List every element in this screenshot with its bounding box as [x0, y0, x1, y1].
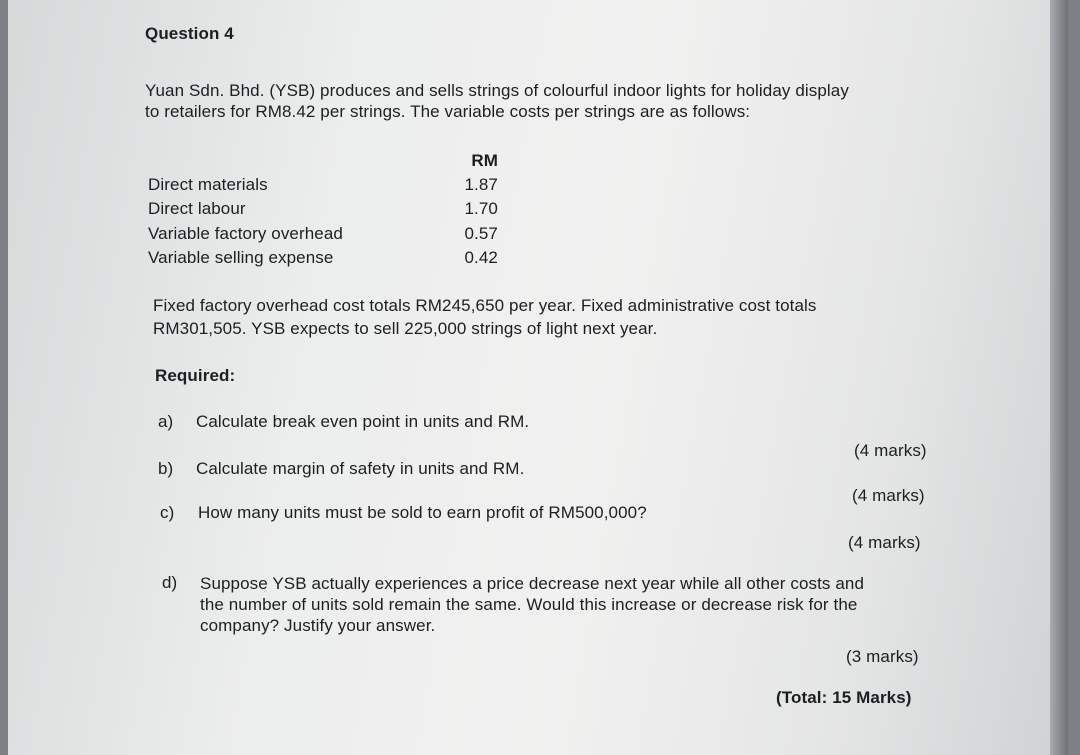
question-c-text: How many units must be sold to earn profit of RM500,000?: [198, 503, 647, 522]
cost-value-direct-materials: 1.87: [464, 175, 498, 194]
question-c-marks: (4 marks): [848, 533, 921, 552]
question-d-text-line-1: Suppose YSB actually experiences a price decrease next year while all other costs and: [200, 574, 865, 593]
question-d-marks: (3 marks): [846, 647, 919, 666]
cost-value-direct-labour: 1.70: [464, 199, 498, 218]
cost-value-variable-selling-expense: 0.42: [464, 248, 498, 267]
fixed-costs-line-1: Fixed factory overhead cost totals RM245,650 per year. Fixed administrative cost totals: [153, 296, 817, 315]
question-d-text-line-3: company? Justify your answer.: [200, 616, 436, 635]
question-a-text: Calculate break even point in units and RM.: [196, 412, 530, 431]
cost-label-variable-selling-expense: Variable selling expense: [148, 248, 334, 267]
document-page: [8, 0, 1068, 755]
intro-line-1: Yuan Sdn. Bhd. (YSB) produces and sells strings of colourful indoor lights for holiday display: [145, 81, 849, 100]
question-a-marks: (4 marks): [854, 441, 927, 460]
question-b-marks: (4 marks): [852, 486, 925, 505]
intro-line-2: to retailers for RM8.42 per strings. The variable costs per strings are as follows:: [145, 102, 751, 121]
cost-label-variable-factory-overhead: Variable factory overhead: [148, 224, 343, 243]
question-a-letter: a): [158, 412, 174, 431]
question-b-text: Calculate margin of safety in units and RM.: [196, 459, 525, 478]
page-edge-shadow: [1050, 0, 1068, 755]
required-label: Required:: [155, 366, 236, 385]
fixed-costs-line-2: RM301,505. YSB expects to sell 225,000 strings of light next year.: [153, 319, 658, 338]
question-c-letter: c): [160, 503, 175, 522]
cost-label-direct-materials: Direct materials: [148, 175, 268, 194]
question-d-text-line-2: the number of units sold remain the same. Would this increase or decrease risk for the: [200, 595, 858, 614]
cost-value-variable-factory-overhead: 0.57: [464, 224, 498, 243]
question-d-letter: d): [162, 573, 178, 592]
total-marks: (Total: 15 Marks): [776, 688, 912, 707]
question-b-letter: b): [158, 459, 174, 478]
cost-label-direct-labour: Direct labour: [148, 199, 246, 218]
question-title: Question 4: [145, 24, 234, 43]
cost-header-rm: RM: [471, 151, 498, 170]
